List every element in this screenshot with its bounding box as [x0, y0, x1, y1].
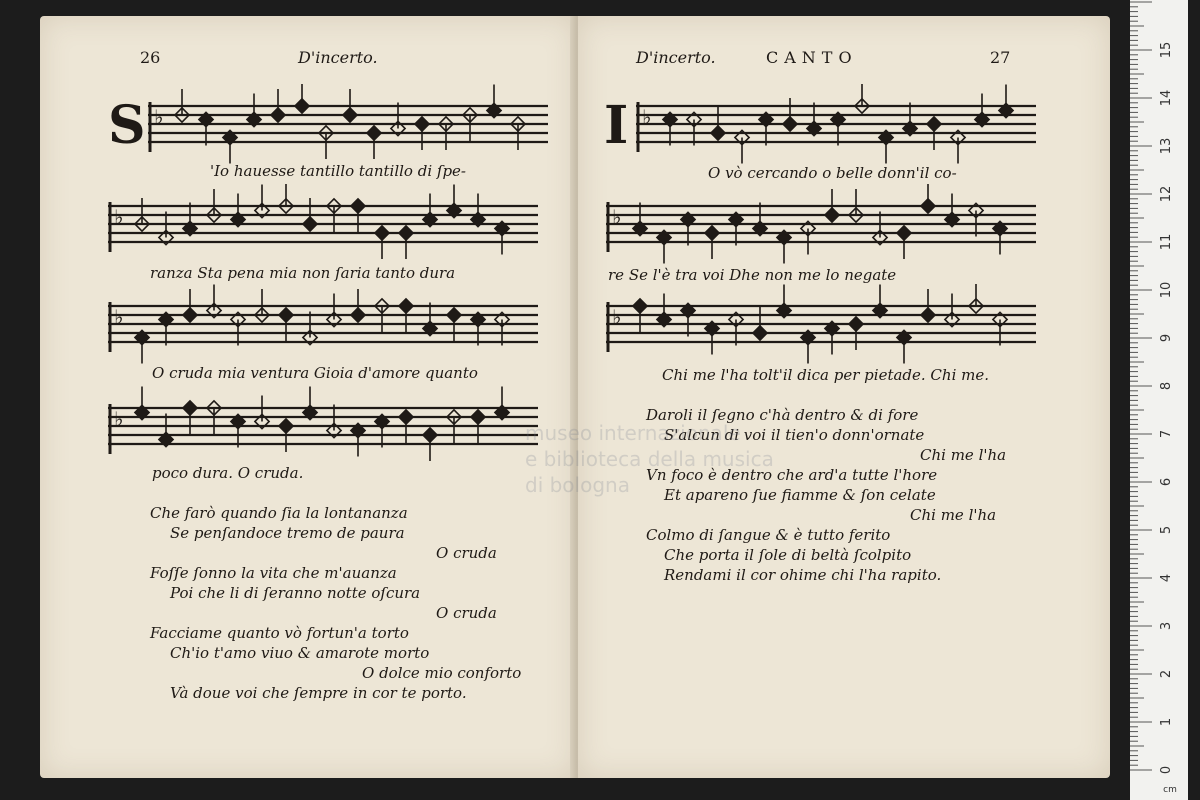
refrain-cue: O dolce mio conforto	[362, 664, 522, 682]
lyric-line: poco dura. O cruda.	[152, 464, 304, 482]
music-staff-right-1	[636, 84, 1036, 164]
verse-line: Ch'io t'amo viuo & amarote morto	[170, 644, 430, 662]
ruler-number: 11	[1159, 233, 1174, 251]
verse-line: S'alcun di voi il tien'o donn'ornate	[664, 426, 925, 444]
music-staff-right-2	[606, 184, 1036, 264]
refrain-cue: O cruda	[436, 544, 497, 562]
verse-line: Che porta il ſole di beltà ſcolpito	[664, 546, 912, 564]
music-staff-left-4	[108, 386, 538, 466]
ruler-number: 3	[1159, 621, 1174, 631]
page-number-left: 26	[140, 48, 161, 67]
verse-line: Poi che li di ſeranno notte oſcura	[170, 584, 421, 602]
verse-line: Che farò quando ſia la lontananza	[150, 504, 408, 522]
ruler-number: 15	[1159, 41, 1174, 59]
page-number-right: 27	[990, 48, 1011, 67]
flat-sign: ♭	[114, 205, 124, 229]
ruler-scale	[1130, 0, 1188, 800]
verse-line: Và doue voi che ſempre in cor te porto.	[170, 684, 467, 702]
verse-line: Et apareno ſue fiamme & ſon celate	[664, 486, 936, 504]
watermark-line: di bologna	[525, 473, 630, 497]
ruler-number: 8	[1159, 381, 1174, 391]
verse-line: Rendami il cor ohime chi l'ha rapito.	[664, 566, 942, 584]
ruler-unit: cm	[1163, 785, 1177, 795]
ruler-number: 7	[1159, 429, 1174, 439]
watermark-line: museo internazionale	[525, 421, 741, 445]
dropcap-right: I	[604, 95, 629, 156]
lyric-line: 'Io hauesse tantillo tantillo di ſpe-	[210, 162, 466, 180]
flat-sign: ♭	[612, 305, 622, 329]
ruler-body	[1130, 0, 1188, 800]
running-head-right: D'incerto.	[636, 48, 716, 67]
ruler-number: 1	[1159, 717, 1174, 727]
library-watermark	[525, 420, 774, 498]
verse-line: Colmo di ſangue & è tutto ferito	[646, 526, 891, 544]
verse-line: Facciame quanto vò fortun'a torto	[150, 624, 409, 642]
ruler-number: 5	[1159, 525, 1174, 535]
running-head-left: D'incerto.	[298, 48, 378, 67]
flat-sign: ♭	[612, 205, 622, 229]
ruler-number: 13	[1159, 137, 1174, 155]
lyric-line: O cruda mia ventura Gioia d'amore quanto	[152, 364, 478, 382]
right-page	[578, 16, 1110, 778]
flat-sign: ♭	[114, 407, 124, 431]
watermark-line: e biblioteca della musica	[525, 447, 774, 471]
ruler-number: 4	[1159, 573, 1174, 583]
lyric-line: re Se l'è tra voi Dhe non me lo negate	[608, 266, 897, 284]
verse-line: Se penſandoce tremo de paura	[170, 524, 405, 542]
verse-line: Daroli il ſegno c'hà dentro & di fore	[646, 406, 919, 424]
measuring-ruler	[1130, 0, 1188, 800]
lyric-line: O vò cercando o belle donn'il co-	[708, 164, 957, 182]
music-staff-left-1	[148, 84, 548, 164]
ruler-number: 6	[1159, 477, 1174, 487]
dropcap-left: S	[108, 95, 146, 156]
lyric-line: ranza Sta pena mia non ſaria tanto dura	[150, 264, 456, 282]
flat-sign: ♭	[154, 105, 164, 129]
ruler-number: 14	[1159, 89, 1174, 107]
flat-sign: ♭	[642, 105, 652, 129]
voice-label: CANTO	[766, 48, 858, 67]
verse-line: Vn foco è dentro che ard'a tutte l'hore	[646, 466, 938, 484]
ruler-number: 2	[1159, 669, 1174, 679]
flat-sign: ♭	[114, 305, 124, 329]
refrain-cue: O cruda	[436, 604, 497, 622]
ruler-number: 12	[1159, 185, 1174, 203]
refrain-cue: Chi me l'ha	[910, 506, 997, 524]
lyric-line: Chi me l'ha tolt'il dica per pietade. Chi me.	[662, 366, 989, 384]
ruler-number: 9	[1159, 333, 1174, 343]
refrain-cue: Chi me l'ha	[920, 446, 1007, 464]
music-staff-left-3	[108, 284, 538, 364]
music-staff-right-3	[606, 284, 1036, 364]
ruler-number: 0	[1159, 765, 1174, 775]
music-staff-left-2	[108, 184, 538, 264]
left-page	[40, 16, 576, 778]
verse-line: Foſſe ſonno la vita che m'auanza	[150, 564, 397, 582]
ruler-number: 10	[1159, 281, 1174, 299]
